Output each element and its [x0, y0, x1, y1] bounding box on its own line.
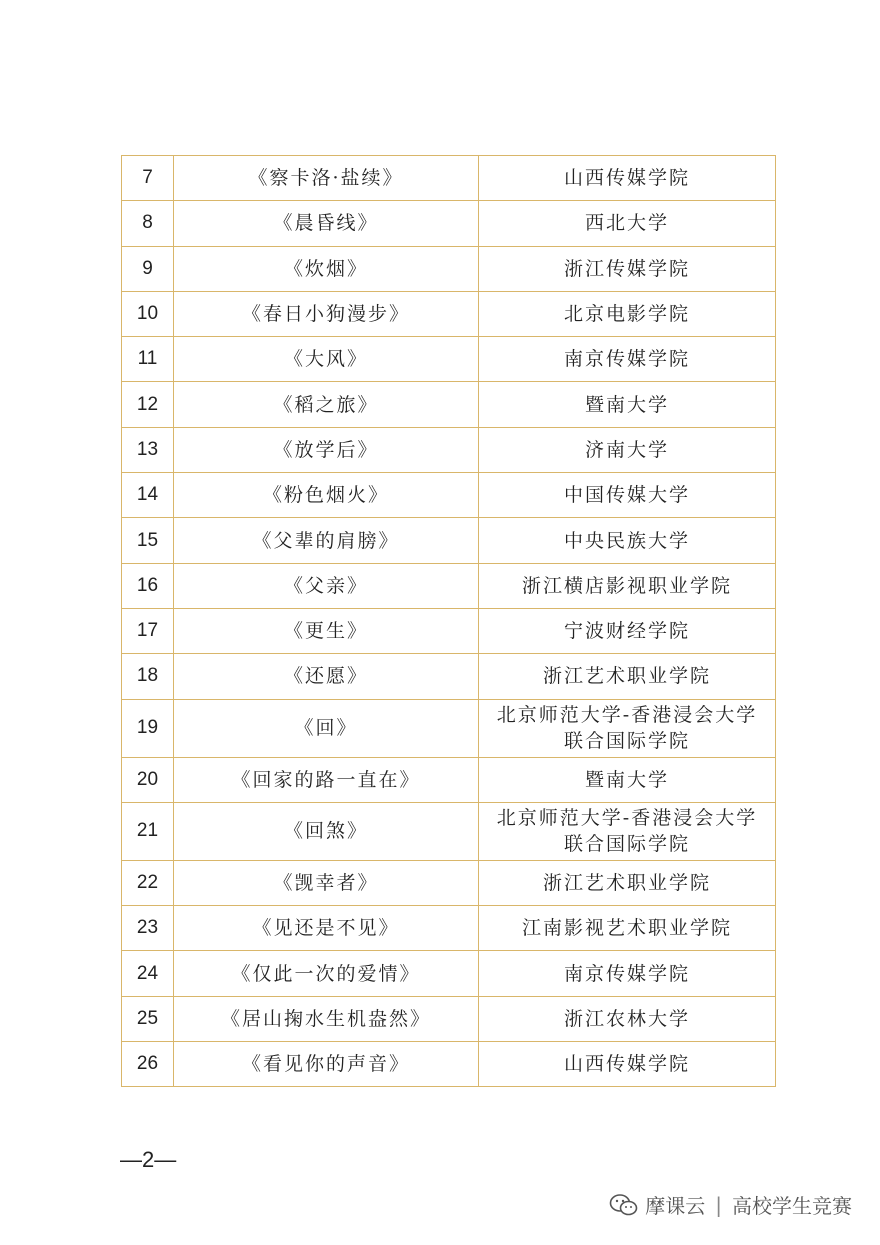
table-row — [122, 382, 776, 427]
school-cell — [479, 1042, 776, 1087]
work-title: 《居山掬水生机盎然》 — [174, 996, 479, 1041]
school-name: 江南影视艺术职业学院 — [521, 917, 732, 940]
row-number: 22 — [122, 860, 174, 905]
school-name: 浙江横店影视职业学院 — [521, 574, 732, 597]
school-name: 暨南大学 — [584, 393, 669, 416]
work-title: 《还愿》 — [174, 654, 479, 699]
work-title: 《回》 — [174, 699, 479, 757]
school-name: 宁波财经学院 — [563, 620, 690, 643]
school-cell — [479, 518, 776, 563]
school-name: 济南大学 — [584, 438, 669, 461]
watermark-text: 高校学生竞赛 — [732, 1194, 852, 1218]
school-name: 暨南大学 — [584, 768, 669, 791]
work-title: 《晨昏线》 — [174, 201, 479, 246]
table-row — [122, 1042, 776, 1087]
watermark-brand: 摩课云 — [645, 1194, 706, 1218]
school-name: 浙江农林大学 — [563, 1007, 690, 1030]
school-cell — [479, 291, 776, 336]
school-cell — [479, 608, 776, 653]
school-name: 北京师范大学-香港浸会大学 — [496, 807, 758, 830]
table-row — [122, 473, 776, 518]
school-cell — [479, 699, 776, 757]
table-row — [122, 337, 776, 382]
school-name-line2: 联合国际学院 — [563, 833, 690, 856]
work-title: 《看见你的声音》 — [174, 1042, 479, 1087]
school-cell — [479, 246, 776, 291]
work-title: 《春日小狗漫步》 — [174, 291, 479, 336]
row-number: 14 — [122, 473, 174, 518]
table-row — [122, 291, 776, 336]
table-row — [122, 201, 776, 246]
work-title: 《回家的路一直在》 — [174, 757, 479, 802]
table-row — [122, 951, 776, 996]
school-cell — [479, 427, 776, 472]
work-title: 《回煞》 — [174, 802, 479, 860]
work-title: 《觊幸者》 — [174, 860, 479, 905]
table-row — [122, 608, 776, 653]
school-cell — [479, 996, 776, 1041]
school-name: 浙江艺术职业学院 — [542, 872, 711, 894]
table-row — [122, 802, 776, 860]
school-cell — [479, 337, 776, 382]
page-number: —2— — [120, 1147, 177, 1172]
row-number: 11 — [122, 337, 174, 382]
work-title: 《大风》 — [174, 337, 479, 382]
work-title: 《仅此一次的爱情》 — [174, 951, 479, 996]
table-row — [122, 699, 776, 757]
school-name: 西北大学 — [584, 212, 669, 235]
wechat-icon — [609, 1193, 639, 1217]
school-cell — [479, 563, 776, 608]
school-cell — [479, 382, 776, 427]
school-cell — [479, 906, 776, 951]
row-number: 13 — [122, 427, 174, 472]
table-row — [122, 860, 776, 905]
row-number: 9 — [122, 246, 174, 291]
school-cell — [479, 757, 776, 802]
work-title: 《放学后》 — [174, 427, 479, 472]
row-number: 19 — [122, 699, 174, 757]
row-number: 25 — [122, 996, 174, 1041]
work-title: 《父亲》 — [174, 563, 479, 608]
row-number: 12 — [122, 382, 174, 427]
school-cell — [479, 802, 776, 860]
row-number: 20 — [122, 757, 174, 802]
work-title: 《察卡洛·盐续》 — [174, 156, 479, 201]
school-name: 山西传媒学院 — [563, 167, 690, 190]
school-name: 南京传媒学院 — [563, 348, 690, 371]
table-row — [122, 246, 776, 291]
work-title: 《炊烟》 — [174, 246, 479, 291]
work-title: 《粉色烟火》 — [174, 473, 479, 518]
row-number: 21 — [122, 802, 174, 860]
school-cell — [479, 156, 776, 201]
row-number: 18 — [122, 654, 174, 699]
row-number: 15 — [122, 518, 174, 563]
school-name: 中央民族大学 — [563, 529, 690, 552]
watermark-separator: | — [715, 1192, 722, 1217]
row-number: 17 — [122, 608, 174, 653]
row-number: 23 — [122, 906, 174, 951]
school-cell — [479, 860, 776, 905]
table-row — [122, 654, 776, 699]
row-number: 16 — [122, 563, 174, 608]
row-number: 24 — [122, 951, 174, 996]
school-name: 南京传媒学院 — [563, 962, 690, 985]
table-row — [122, 518, 776, 563]
row-number: 10 — [122, 291, 174, 336]
row-number: 7 — [122, 156, 174, 201]
school-cell — [479, 473, 776, 518]
work-title: 《见还是不见》 — [174, 906, 479, 951]
table-row — [122, 427, 776, 472]
school-name: 北京电影学院 — [563, 303, 690, 326]
work-title: 《父辈的肩膀》 — [174, 518, 479, 563]
row-number: 8 — [122, 201, 174, 246]
row-number: 26 — [122, 1042, 174, 1087]
work-title: 《稻之旅》 — [174, 382, 479, 427]
school-name: 中国传媒大学 — [563, 484, 690, 507]
school-name: 北京师范大学-香港浸会大学 — [496, 704, 758, 727]
table-row — [122, 996, 776, 1041]
table-row — [122, 906, 776, 951]
school-name: 山西传媒学院 — [563, 1053, 690, 1076]
school-name-line2: 联合国际学院 — [563, 730, 690, 753]
table-row — [122, 757, 776, 802]
table-row — [122, 563, 776, 608]
awards-table — [121, 155, 776, 1087]
school-name: 浙江艺术职业学院 — [542, 665, 711, 688]
school-cell — [479, 654, 776, 699]
table-row — [122, 156, 776, 201]
watermark — [609, 1190, 852, 1219]
work-title: 《更生》 — [174, 608, 479, 653]
school-cell — [479, 951, 776, 996]
school-name: 浙江传媒学院 — [563, 257, 690, 280]
school-cell — [479, 201, 776, 246]
